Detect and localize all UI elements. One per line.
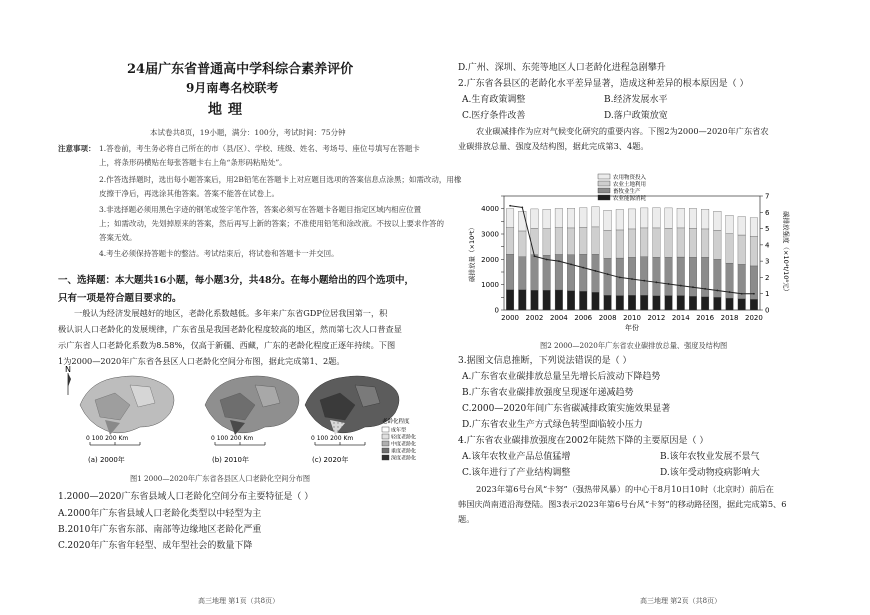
chart-legend-label: 畜牧业生产 xyxy=(613,189,641,195)
bar-segment xyxy=(726,234,734,263)
bar-segment xyxy=(555,208,563,227)
bar-segment xyxy=(592,254,600,292)
intensity-point xyxy=(643,280,645,282)
bar-segment xyxy=(726,298,734,310)
bar-segment xyxy=(531,209,539,228)
bar-segment xyxy=(677,208,685,228)
y-tick-label: 4000 xyxy=(481,205,499,214)
bar-segment xyxy=(750,218,758,237)
intensity-point xyxy=(741,293,743,295)
bar-segment xyxy=(738,235,746,264)
bar-segment xyxy=(579,291,587,310)
legend-swatch xyxy=(382,455,389,460)
figure2-chart xyxy=(462,172,792,342)
y2-tick-label: 0 xyxy=(765,306,770,315)
option-2d: D.落户政策放宽 xyxy=(604,111,668,121)
legend-label: 重度老龄化 xyxy=(391,448,417,455)
bar-segment xyxy=(592,207,600,227)
bar-segment xyxy=(616,209,624,230)
bar-segment xyxy=(701,209,709,229)
notes-label: 注意事项： xyxy=(58,144,96,153)
scale-label: 0 100 200 Km xyxy=(311,435,354,442)
section-heading: 一、选择题：本大题共16小题，每小题3分，共48分。在每小题给出的四个选项中， xyxy=(58,275,415,286)
bar-segment xyxy=(506,254,514,289)
bar-segment xyxy=(677,296,685,310)
figure1-caption: 图1 2000—2020年广东省各县区人口老龄化空间分布图 xyxy=(130,474,311,483)
option-2c: C.医疗条件改善 xyxy=(462,111,526,121)
bar-segment xyxy=(628,257,636,295)
bar-segment xyxy=(579,254,587,291)
bar-segment xyxy=(543,255,551,290)
intensity-point xyxy=(509,205,511,207)
bar-segment xyxy=(604,210,612,230)
legend-swatch xyxy=(382,427,389,432)
y2-tick-label: 3 xyxy=(765,257,770,266)
bar-segment xyxy=(714,211,722,230)
map-label-c: (c) 2020年 xyxy=(312,456,349,464)
legend-swatch xyxy=(382,434,389,439)
x-tick-label: 2020 xyxy=(744,314,763,322)
y2-tick-label: 2 xyxy=(765,273,770,282)
passage2-line: 业碳排放总量、强度及结构图，据此完成第3、4题。 xyxy=(458,141,649,151)
map-label-a: (a) 2000年 xyxy=(88,456,125,464)
x-tick-label: 2014 xyxy=(671,314,690,322)
bar-segment xyxy=(604,230,612,258)
bar-segment xyxy=(665,208,673,228)
bar-segment xyxy=(506,228,514,255)
passage3-line: 韩国庆尚南道沿海登陆。图3表示2023年第6号台风“卡努”的移动路径图，据此完成第5、6 xyxy=(458,499,787,509)
bar-segment xyxy=(531,228,539,255)
bar-segment xyxy=(519,231,527,257)
option-1d: D.广州、深圳、东莞等地区人口老龄化进程急剧攀升 xyxy=(458,63,666,73)
intensity-point xyxy=(729,291,731,293)
x-tick-label: 2010 xyxy=(623,314,641,322)
note-line: 上；如需改动，先划掉原来的答案，然后再写上新的答案；不准使用铅笔和涂改液。不按以上要求作答的 xyxy=(99,219,444,228)
map-legend xyxy=(382,427,416,462)
bar-segment xyxy=(531,290,539,310)
bar-segment xyxy=(640,295,648,310)
intensity-point xyxy=(631,278,633,280)
intensity-point xyxy=(753,293,755,295)
note-line: 2.作答选择题时，选出每小题答案后，用2B铅笔在答题卡上对应题目选项的答案信息点涂黑；如需改动，用橡 xyxy=(99,175,462,184)
option-3b: B.广东省农业碳排放强度呈现逐年递减趋势 xyxy=(462,388,634,398)
bar-segment xyxy=(653,296,661,310)
bar-segment xyxy=(543,209,551,229)
legend-swatch xyxy=(382,441,389,446)
bar-segment xyxy=(689,296,697,310)
bar-segment xyxy=(555,228,563,255)
note-line: 上，将条形码横贴在每张答题卡右上角“条形码粘贴处”。 xyxy=(99,158,287,167)
intensity-point xyxy=(716,290,718,292)
bar-segment xyxy=(531,255,539,290)
intensity-point xyxy=(668,283,670,285)
map-2000 xyxy=(80,376,174,435)
y-axis-label: 碳排放量（×10⁴t） xyxy=(468,224,476,282)
x-tick-label: 2016 xyxy=(696,314,715,322)
bar-segment xyxy=(689,228,697,257)
figure2-caption: 图2 2000—2020年广东省农业碳排放总量、强度及结构图 xyxy=(540,341,728,350)
bar-segment xyxy=(628,209,636,229)
note-line: 3.非选择题必须用黑色字迹的钢笔或签字笔作答，答案必须写在答题卡各题目指定区域内相应位置 xyxy=(99,205,422,214)
bar-segment xyxy=(677,257,685,296)
option-1c: C.2020年广东省年轻型、成年型社会的数量下降 xyxy=(58,541,253,551)
bar-segment xyxy=(555,255,563,290)
intensity-point xyxy=(607,273,609,275)
exam-title: 24届广东省普通高中学科综合素养评价 xyxy=(127,62,354,77)
bar-segment xyxy=(567,228,575,255)
passage2-line: 农业碳减排作为应对气候变化研究的重要内容。下图2为2000—2020年广东省农 xyxy=(476,126,769,136)
bar-segment xyxy=(714,230,722,259)
y2-tick-label: 1 xyxy=(765,290,770,299)
north-arrow-icon xyxy=(68,373,71,395)
y-tick-label: 2000 xyxy=(481,255,499,264)
bar-segment xyxy=(689,208,697,228)
intensity-point xyxy=(570,264,572,266)
x-tick-label: 2008 xyxy=(598,314,617,322)
scale-label: 0 100 200 Km xyxy=(211,435,254,442)
bar-segment xyxy=(519,290,527,310)
intensity-point xyxy=(655,281,657,283)
option-4d: D.该年受动物疫病影响大 xyxy=(660,468,760,478)
legend-label: 中度老龄化 xyxy=(391,441,417,448)
section-heading-2: 只有一项是符合题目要求的。 xyxy=(58,293,182,304)
bar-segment xyxy=(592,292,600,310)
chart-legend-label: 农用物资投入 xyxy=(613,175,647,181)
x-tick-label: 2018 xyxy=(720,314,739,322)
option-3a: A.广东省农业碳排放总量呈先增长后波动下降趋势 xyxy=(462,372,661,382)
bar-segment xyxy=(653,228,661,257)
intensity-point xyxy=(582,267,584,269)
scale-label: 0 100 200 Km xyxy=(86,435,129,442)
chart-legend-label: 农业土地利用 xyxy=(613,182,647,188)
y2-tick-label: 5 xyxy=(765,225,770,234)
bar-segment xyxy=(640,228,648,257)
question-2: 2.广东省各县区的老龄化水平差异显著，造成这种差异的根本原因是（ ） xyxy=(458,79,749,89)
bar-segment xyxy=(592,227,600,254)
bar-segment xyxy=(738,217,746,235)
question-3: 3.据图文信息推断，下列说法错误的是（ ） xyxy=(458,356,632,366)
y2-tick-label: 6 xyxy=(765,208,770,217)
bar-segment xyxy=(653,208,661,228)
legend-label: 轻度老龄化 xyxy=(391,434,417,441)
page-footer-left: 高三地理 第1页（共8页） xyxy=(198,597,280,605)
y-tick-label: 3000 xyxy=(481,230,499,239)
bar-segment xyxy=(628,295,636,310)
chart-legend-label: 农业能源消耗 xyxy=(613,196,647,202)
passage-line: 示广东省人口老龄化系数为8.58%，仅高于新疆、西藏，广东的老龄化程度正逐年持续。下图 xyxy=(58,340,396,350)
y2-tick-label: 4 xyxy=(765,241,770,250)
y-tick-label: 0 xyxy=(494,306,499,315)
passage-line: 一般认为经济发展越好的地区，老龄化系数越低。多年来广东省GDP位居我国第一，积 xyxy=(74,308,388,318)
bar-segment xyxy=(750,299,758,310)
option-1b: B.2010年广东省东部、南部等边缘地区老龄化严重 xyxy=(58,525,262,535)
bar-segment xyxy=(701,229,709,257)
bar-segment xyxy=(665,228,673,257)
x-tick-label: 2000 xyxy=(501,314,520,322)
passage-line: 1为2000—2020年广东省各县区人口老龄化空间分布图，据此完成第1、2题。 xyxy=(58,356,345,366)
legend-label: 成年型 xyxy=(391,427,407,434)
note-line: 4.考生必须保持答题卡的整洁。考试结束后，将试卷和答题卡一并交回。 xyxy=(99,249,339,258)
intensity-point xyxy=(680,285,682,287)
bar-segment xyxy=(506,209,514,228)
chart-legend-swatch xyxy=(598,181,610,186)
passage3-line: 2023年第6号台风“卡努”（强热带风暴）的中心于8月10日10时（北京时）前后在 xyxy=(476,484,774,494)
bar-segment xyxy=(567,255,575,291)
note-line: 答案无效。 xyxy=(99,233,137,242)
bar-segment xyxy=(628,229,636,257)
bar-segment xyxy=(579,227,587,254)
option-3d: D.广东省农业生产方式绿色转型面临较小压力 xyxy=(462,420,643,430)
y2-axis-label: 碳排放强度（×10⁴t/10⁸元） xyxy=(782,211,790,295)
exam-subtitle: 9月南粤名校联考 xyxy=(186,81,279,95)
bar-segment xyxy=(604,295,612,310)
bar-segment xyxy=(640,208,648,228)
x-tick-label: 2004 xyxy=(549,314,568,322)
intensity-point xyxy=(546,259,548,261)
bar-segment xyxy=(616,230,624,258)
x-tick-label: 2006 xyxy=(574,314,593,322)
option-4c: C.该年进行了产业结构调整 xyxy=(462,468,571,478)
north-label: N xyxy=(65,365,71,374)
question-1: 1.2000—2020广东省县域人口老龄化空间分布主要特征是（ ） xyxy=(58,492,314,502)
y2-tick-label: 7 xyxy=(765,192,770,201)
bar-segment xyxy=(555,290,563,310)
bar-segment xyxy=(665,257,673,295)
intensity-point xyxy=(534,255,536,257)
bar-segment xyxy=(543,229,551,256)
bar-segment xyxy=(750,237,758,266)
bar-segment xyxy=(640,257,648,296)
bar-segment xyxy=(543,290,551,310)
bar-segment xyxy=(665,296,673,310)
legend-swatch xyxy=(382,448,389,453)
map-label-b: (b) 2010年 xyxy=(212,456,249,464)
option-4a: A.该年农牧业产品总值猛增 xyxy=(462,452,571,462)
exam-meta: 本试卷共8页，19小题，满分：100分，考试时间：75分钟 xyxy=(150,128,346,137)
passage3-line: 题。 xyxy=(458,514,475,524)
intensity-point xyxy=(558,260,560,262)
question-4: 4.广东省农业碳排放强度在2002年陡然下降的主要原因是（ ） xyxy=(458,436,709,446)
chart-legend-swatch xyxy=(598,174,610,179)
passage-line: 极认识人口老龄化的发展规律，广东省虽是我国老龄化程度较高的地区，然而第七次人口普查显 xyxy=(58,324,402,334)
x-tick-label: 2002 xyxy=(525,314,544,322)
bar-segment xyxy=(506,290,514,310)
bar-segment xyxy=(653,257,661,296)
bar-segment xyxy=(701,297,709,310)
bar-segment xyxy=(579,208,587,228)
bar-segment xyxy=(701,257,709,297)
intensity-point xyxy=(692,286,694,288)
intensity-point xyxy=(595,270,597,272)
chart-legend-swatch xyxy=(598,195,610,200)
bar-segment xyxy=(567,291,575,310)
option-1a: A.2000年广东省县域人口老龄化类型以中轻型为主 xyxy=(58,509,262,519)
chart-legend-swatch xyxy=(598,188,610,193)
intensity-point xyxy=(704,288,706,290)
page-footer-right: 高三地理 第2页（共8页） xyxy=(640,597,722,605)
intensity-point xyxy=(521,207,523,209)
bar-segment xyxy=(689,257,697,296)
map-2020 xyxy=(305,376,399,435)
bar-segment xyxy=(677,228,685,257)
subject-title: 地理 xyxy=(208,102,248,118)
bar-segment xyxy=(519,211,527,231)
map-2010 xyxy=(205,376,299,435)
bar-segment xyxy=(726,215,734,233)
legend-label: 深度老龄化 xyxy=(391,455,417,462)
bar-segment xyxy=(519,257,527,290)
legend-title: 老龄化程度 xyxy=(382,419,410,425)
y-tick-label: 1000 xyxy=(481,281,499,290)
intensity-point xyxy=(619,277,621,279)
bar-segment xyxy=(616,296,624,310)
note-line: 1.答卷前，考生务必将自己所在的市（县/区）、学校、班级、姓名、考场号、座位号填写在答题卡 xyxy=(99,144,420,153)
note-line: 皮擦干净后，再选涂其他答案。答案不能答在试卷上。 xyxy=(99,189,279,198)
bar-segment xyxy=(714,259,722,297)
option-2b: B.经济发展水平 xyxy=(604,95,668,105)
x-tick-label: 2012 xyxy=(647,314,666,322)
bar-segment xyxy=(567,208,575,228)
figure1-maps xyxy=(60,365,420,470)
bar-segment xyxy=(714,297,722,310)
option-3c: C.2000—2020年间广东省碳减排政策实施效果显著 xyxy=(462,404,671,414)
x-axis-label: 年份 xyxy=(625,324,639,332)
bar-segment xyxy=(604,258,612,295)
bar-segment xyxy=(738,299,746,310)
option-4b: B.该年农牧业发展不景气 xyxy=(660,452,760,462)
option-2a: A.生育政策调整 xyxy=(462,95,526,105)
